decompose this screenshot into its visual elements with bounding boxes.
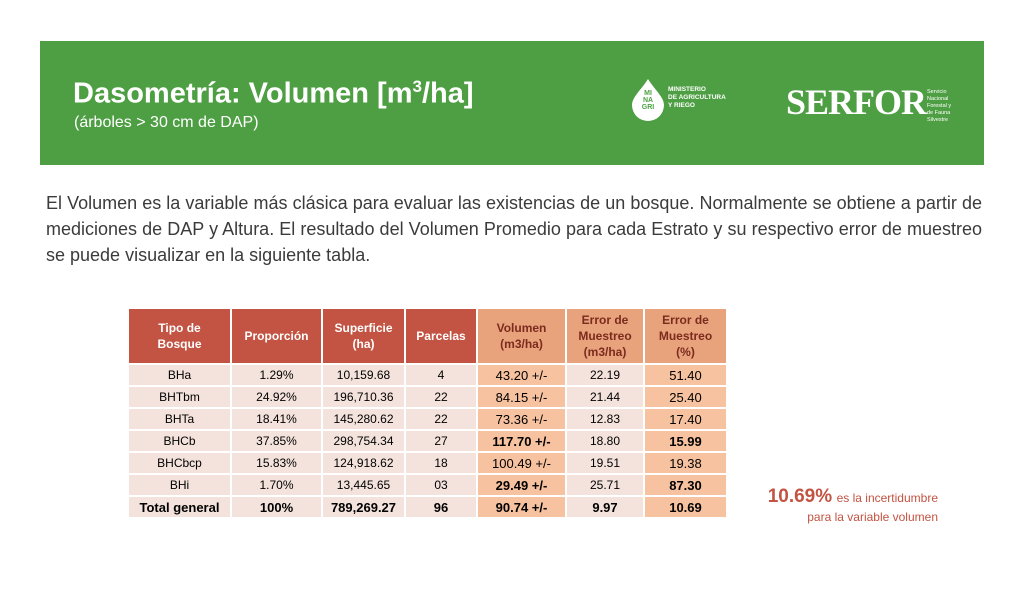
- col-volumen: Volumen (m3/ha): [478, 309, 565, 363]
- cell-parcelas: 27: [406, 431, 476, 451]
- cell-superficie: 298,754.34: [323, 431, 404, 451]
- cell-parcelas: 22: [406, 409, 476, 429]
- cell-parcelas: 22: [406, 387, 476, 407]
- cell-tipo-bosque: BHCb: [129, 431, 230, 451]
- cell-superficie: 145,280.62: [323, 409, 404, 429]
- table-total-row: [129, 497, 726, 517]
- minagri-logo: [630, 77, 740, 121]
- cell-error-m3: 9.97: [567, 497, 643, 517]
- cell-parcelas: 18: [406, 453, 476, 473]
- cell-parcelas: 03: [406, 475, 476, 495]
- cell-proporcion: 37.85%: [232, 431, 321, 451]
- table-row: [129, 431, 726, 451]
- volume-table: [127, 307, 728, 519]
- cell-proporcion: 15.83%: [232, 453, 321, 473]
- serfor-description: Servicio Nacional Forestal y de Fauna Silvestre: [927, 89, 952, 123]
- cell-error-pct: 51.40: [645, 365, 726, 385]
- cell-error-m3: 22.19: [567, 365, 643, 385]
- cell-proporcion: 1.70%: [232, 475, 321, 495]
- cell-proporcion: 1.29%: [232, 365, 321, 385]
- col-proporcion: Proporción: [232, 309, 321, 363]
- cell-proporcion: 18.41%: [232, 409, 321, 429]
- cell-parcelas: 96: [406, 497, 476, 517]
- cell-tipo-bosque: BHi: [129, 475, 230, 495]
- cell-error-m3: 12.83: [567, 409, 643, 429]
- cell-volumen: 29.49 +/-: [478, 475, 565, 495]
- cell-volumen: 117.70 +/-: [478, 431, 565, 451]
- cell-error-pct: 15.99: [645, 431, 726, 451]
- cell-volumen: 73.36 +/-: [478, 409, 565, 429]
- cell-superficie: 789,269.27: [323, 497, 404, 517]
- cell-error-pct: 19.38: [645, 453, 726, 473]
- cell-tipo-bosque: BHa: [129, 365, 230, 385]
- serfor-logo: SERFOR: [786, 82, 927, 122]
- cell-volumen: 84.15 +/-: [478, 387, 565, 407]
- cell-error-m3: 19.51: [567, 453, 643, 473]
- table-row: [129, 409, 726, 429]
- uncertainty-percent: 10.69%: [767, 486, 833, 507]
- intro-paragraph: El Volumen es la variable más clásica para evaluar las existencias de un bosque. Normalmente se obtiene a partir de mediciones de DAP y Altura. El resultado del Volumen Promedio para cada Estrato y su respectivo error de muestreo se puede visualizar en la siguiente tabla.: [46, 193, 982, 265]
- cell-volumen: 90.74 +/-: [478, 497, 565, 517]
- table-row: [129, 453, 726, 473]
- cell-tipo-bosque: Total general: [129, 497, 230, 517]
- uncertainty-note: [740, 486, 938, 524]
- col-error-m3: Error de Muestreo (m3/ha): [567, 309, 643, 363]
- page-title: Dasometría: Volumen $[m^3/ha]$: [73, 77, 474, 110]
- cell-proporcion: 100%: [232, 497, 321, 517]
- table-header-row: [129, 309, 726, 363]
- cell-error-pct: 17.40: [645, 409, 726, 429]
- cell-tipo-bosque: BHCbcp: [129, 453, 230, 473]
- col-parcelas: Parcelas: [406, 309, 476, 363]
- col-tipo-bosque: Tipo de Bosque: [129, 309, 230, 363]
- cell-error-m3: 25.71: [567, 475, 643, 495]
- cell-error-pct: 87.30: [645, 475, 726, 495]
- col-superficie: Superficie (ha): [323, 309, 404, 363]
- header-banner: [40, 41, 984, 165]
- minagri-letters: MI NA GRI: [641, 90, 655, 111]
- minagri-name: MINISTERIO DE AGRICULTURA Y RIEGO: [668, 86, 726, 109]
- cell-error-m3: 18.80: [567, 431, 643, 451]
- cell-tipo-bosque: BHTa: [129, 409, 230, 429]
- table-row: [129, 387, 726, 407]
- cell-superficie: 13,445.65: [323, 475, 404, 495]
- table-row: [129, 475, 726, 495]
- cell-parcelas: 4: [406, 365, 476, 385]
- cell-volumen: 100.49 +/-: [478, 453, 565, 473]
- cell-volumen: 43.20 +/-: [478, 365, 565, 385]
- cell-tipo-bosque: BHTbm: [129, 387, 230, 407]
- cell-error-m3: 21.44: [567, 387, 643, 407]
- cell-superficie: 10,159.68: [323, 365, 404, 385]
- table-body: [129, 365, 726, 517]
- cell-superficie: 124,918.62: [323, 453, 404, 473]
- page-subtitle: (árboles > 30 cm de DAP): [74, 114, 259, 131]
- uncertainty-text-1: es la incertidumbre: [836, 491, 938, 505]
- uncertainty-text-2: para la variable volumen: [807, 510, 938, 524]
- cell-error-pct: 25.40: [645, 387, 726, 407]
- cell-error-pct: 10.69: [645, 497, 726, 517]
- table-row: [129, 365, 726, 385]
- cell-superficie: 196,710.36: [323, 387, 404, 407]
- col-error-pct: Error de Muestreo (%): [645, 309, 726, 363]
- cell-proporcion: 24.92%: [232, 387, 321, 407]
